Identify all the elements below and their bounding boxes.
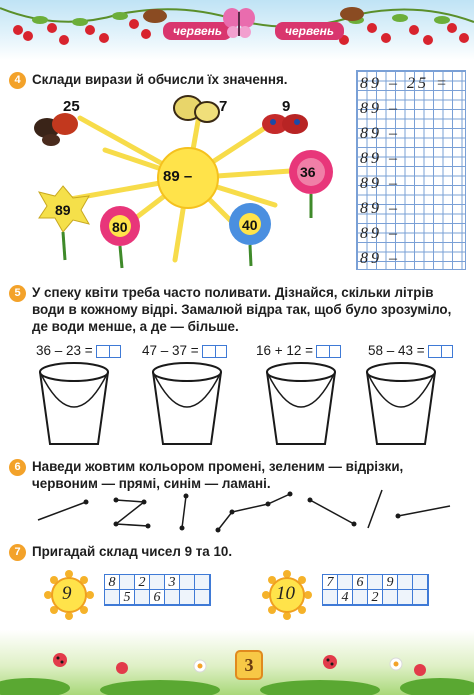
answer-box-3[interactable] bbox=[316, 345, 341, 358]
flower-40-icon bbox=[229, 203, 271, 266]
cell[interactable]: 6 bbox=[353, 575, 368, 590]
grid-expression-2: 89 – bbox=[360, 100, 400, 117]
flower-number-36: 36 bbox=[300, 164, 316, 180]
sun-number-9: 9 bbox=[62, 583, 72, 604]
bucket-1-icon[interactable] bbox=[36, 360, 112, 448]
cell[interactable] bbox=[180, 590, 195, 605]
flower-36-icon bbox=[289, 150, 333, 218]
answer-box-2[interactable] bbox=[202, 345, 227, 358]
flower-number-40: 40 bbox=[242, 217, 258, 233]
grid-expression-7: 89 – bbox=[360, 225, 400, 242]
cell[interactable] bbox=[135, 590, 150, 605]
cell[interactable]: 8 bbox=[105, 575, 120, 590]
grid-expression-1: 89 – 25 = bbox=[360, 75, 450, 92]
butterfly-9-icon bbox=[262, 114, 308, 134]
task-6-instruction: Наведи жовтим кольором промені, зеленим — відрізки, червоним — прямі, синім — ламані. bbox=[32, 459, 404, 491]
sun-number-10: 10 bbox=[276, 583, 295, 604]
bucket-4-icon[interactable] bbox=[363, 360, 439, 448]
equation-2 bbox=[142, 343, 227, 358]
cell[interactable] bbox=[195, 575, 210, 590]
cell[interactable]: 9 bbox=[383, 575, 398, 590]
grid-expression-5: 89 – bbox=[360, 175, 400, 192]
equation-4 bbox=[368, 343, 453, 358]
cell[interactable] bbox=[195, 590, 210, 605]
cell[interactable]: 6 bbox=[150, 590, 165, 605]
cell[interactable]: 2 bbox=[368, 590, 383, 605]
cell[interactable] bbox=[105, 590, 120, 605]
cell[interactable] bbox=[338, 575, 353, 590]
cell[interactable] bbox=[413, 575, 428, 590]
butterfly-number-9: 9 bbox=[282, 98, 291, 115]
cell[interactable]: 2 bbox=[135, 575, 150, 590]
geometry-lines[interactable] bbox=[20, 482, 460, 542]
cell[interactable] bbox=[383, 590, 398, 605]
butterfly-icon bbox=[222, 6, 256, 40]
header-band bbox=[0, 0, 474, 60]
month-label-right: червень bbox=[275, 22, 344, 40]
task-5-instruction: У спеку квіти треба часто поливати. Дізнайся, скільки літрів води в кожному відрі. Замалюй відра так, щоб було зрозуміло, де води менше, а де — більше. bbox=[32, 285, 452, 334]
flower-number-80: 80 bbox=[112, 219, 128, 235]
cell[interactable]: 7 bbox=[323, 575, 338, 590]
cell[interactable] bbox=[150, 575, 165, 590]
butterfly-7-icon bbox=[174, 96, 219, 122]
cell[interactable] bbox=[180, 575, 195, 590]
grid-expression-8: 89 – bbox=[360, 250, 400, 267]
answer-box-1[interactable] bbox=[96, 345, 121, 358]
task-number-5: 5 bbox=[9, 285, 26, 302]
flower-89-icon bbox=[39, 186, 89, 260]
cell[interactable]: 3 bbox=[165, 575, 180, 590]
cell[interactable] bbox=[368, 575, 383, 590]
equation-2-text: 47 – 37 = bbox=[142, 343, 199, 358]
cell[interactable] bbox=[323, 590, 338, 605]
cell[interactable] bbox=[413, 590, 428, 605]
bucket-2-icon[interactable] bbox=[149, 360, 225, 448]
answer-box-4[interactable] bbox=[428, 345, 453, 358]
cell[interactable]: 5 bbox=[120, 590, 135, 605]
sun-expression: 89 – bbox=[163, 168, 193, 185]
equation-3 bbox=[256, 343, 341, 358]
number-composition-10 bbox=[322, 574, 429, 606]
equation-3-text: 16 + 12 = bbox=[256, 343, 314, 358]
number-composition-9 bbox=[104, 574, 211, 606]
cell[interactable] bbox=[120, 575, 135, 590]
cell[interactable] bbox=[398, 590, 413, 605]
grid-expression-6: 89 – bbox=[360, 200, 400, 217]
butterfly-number-25: 25 bbox=[63, 98, 80, 115]
task-7-instruction: Пригадай склад чисел 9 та 10. bbox=[32, 544, 233, 559]
equation-1 bbox=[36, 343, 121, 358]
task-number-4: 4 bbox=[9, 72, 26, 89]
cell[interactable]: 4 bbox=[338, 590, 353, 605]
equation-4-text: 58 – 43 = bbox=[368, 343, 425, 358]
equation-1-text: 36 – 23 = bbox=[36, 343, 93, 358]
cell[interactable] bbox=[353, 590, 368, 605]
grid-expression-3: 89 – bbox=[360, 125, 400, 142]
butterfly-25-icon bbox=[34, 113, 78, 146]
task-number-6: 6 bbox=[9, 459, 26, 476]
cell[interactable] bbox=[398, 575, 413, 590]
month-label-left: червень bbox=[163, 22, 232, 40]
page-number: 3 bbox=[235, 650, 263, 680]
butterfly-number-7: 7 bbox=[219, 98, 228, 115]
flower-80-icon bbox=[100, 206, 140, 268]
task-4-instruction: Склади вирази й обчисли їх значення. bbox=[32, 72, 288, 87]
cell[interactable] bbox=[165, 590, 180, 605]
bucket-3-icon[interactable] bbox=[263, 360, 339, 448]
grid-expression-4: 89 – bbox=[360, 150, 400, 167]
flower-number-89: 89 bbox=[55, 202, 71, 218]
task-number-7: 7 bbox=[9, 544, 26, 561]
